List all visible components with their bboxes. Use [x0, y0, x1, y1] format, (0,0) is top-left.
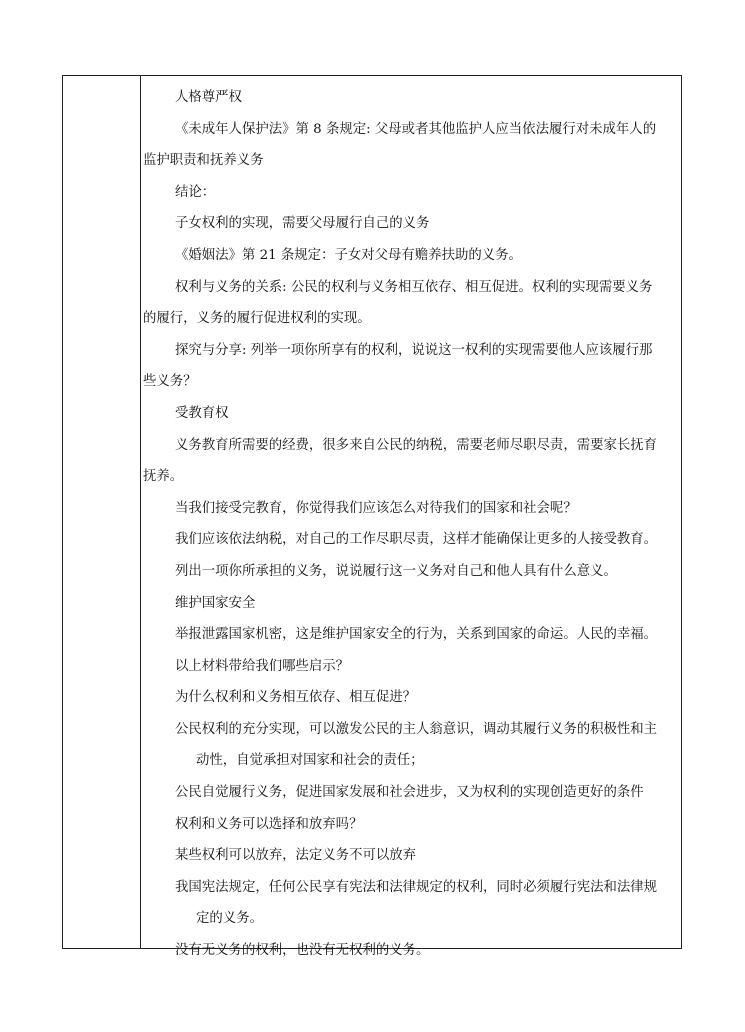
- text-line: 子女权利的实现，需要父母履行自己的义务: [175, 216, 430, 232]
- text-line: 义务教育所需要的经费，很多来自公民的纳税，需要老师尽职尽责，需要家长抚育: [175, 437, 658, 453]
- text-line: 人格尊严权: [175, 90, 242, 105]
- text-line: 公民权利的充分实现，可以激发公民的主人翁意识，调动其履行义务的积极性和主: [175, 721, 658, 737]
- text-line: 维护国家安全: [175, 595, 256, 611]
- text-line: 结论：: [175, 184, 216, 200]
- document-table: [62, 75, 682, 959]
- table-left-column: [63, 76, 141, 948]
- text-line: 动性，自觉承担对国家和社会的责任；: [196, 753, 424, 769]
- text-line: 的履行，义务的履行促进权利的实现。: [143, 311, 371, 327]
- text-line: 《婚姻法》第 21 条规定：子女对父母有赡养扶助的义务。: [175, 247, 522, 263]
- text-line: 探究与分享: 列举一项你所享有的权利，说说这一权利的实现需要他人应该履行那: [175, 342, 653, 358]
- text-line: 我们应该依法纳税，对自己的工作尽职尽责，这样才能确保让更多的人接受教育。: [175, 532, 658, 548]
- text-line: 定的义务。: [196, 911, 263, 927]
- text-line: 我国宪法规定，任何公民享有宪法和法律规定的权利，同时必须履行宪法和法律规: [175, 879, 658, 895]
- text-line: 没有无义务的权利，也没有无权利的义务。: [175, 943, 430, 959]
- text-line: 受教育权: [175, 405, 229, 421]
- text-line: 权利与义务的关系: 公民的权利与义务相互依存、相互促进。权利的实现需要义务: [175, 279, 653, 295]
- text-line: 监护职责和抚养义务: [143, 153, 264, 169]
- text-line: 为什么权利和义务相互依存、相互促进？: [175, 690, 417, 706]
- text-line: 《未成年人保护法》第 8 条规定: 父母或者其他监护人应当依法履行对未成年人的: [175, 121, 657, 137]
- text-line: 些义务？: [143, 374, 197, 390]
- table-content-cell: [143, 82, 677, 967]
- text-line: 举报泄露国家机密，这是维护国家安全的行为，关系到国家的命运。人民的幸福。: [175, 627, 658, 643]
- text-line: 以上材料带给我们哪些启示？: [175, 658, 350, 674]
- text-line: 某些权利可以放弃，法定义务不可以放弃: [175, 848, 417, 864]
- text-line: 抚养。: [143, 469, 184, 485]
- text-line: 公民自觉履行义务，促进国家发展和社会进步，又为权利的实现创造更好的条件: [175, 785, 644, 801]
- text-line: 权利和义务可以选择和放弃吗？: [175, 816, 363, 832]
- text-line: 列出一项你所承担的义务，说说履行这一义务对自己和他人具有什么意义。: [175, 563, 617, 579]
- text-line: 当我们接受完教育，你觉得我们应该怎么对待我们的国家和社会呢？: [175, 500, 577, 516]
